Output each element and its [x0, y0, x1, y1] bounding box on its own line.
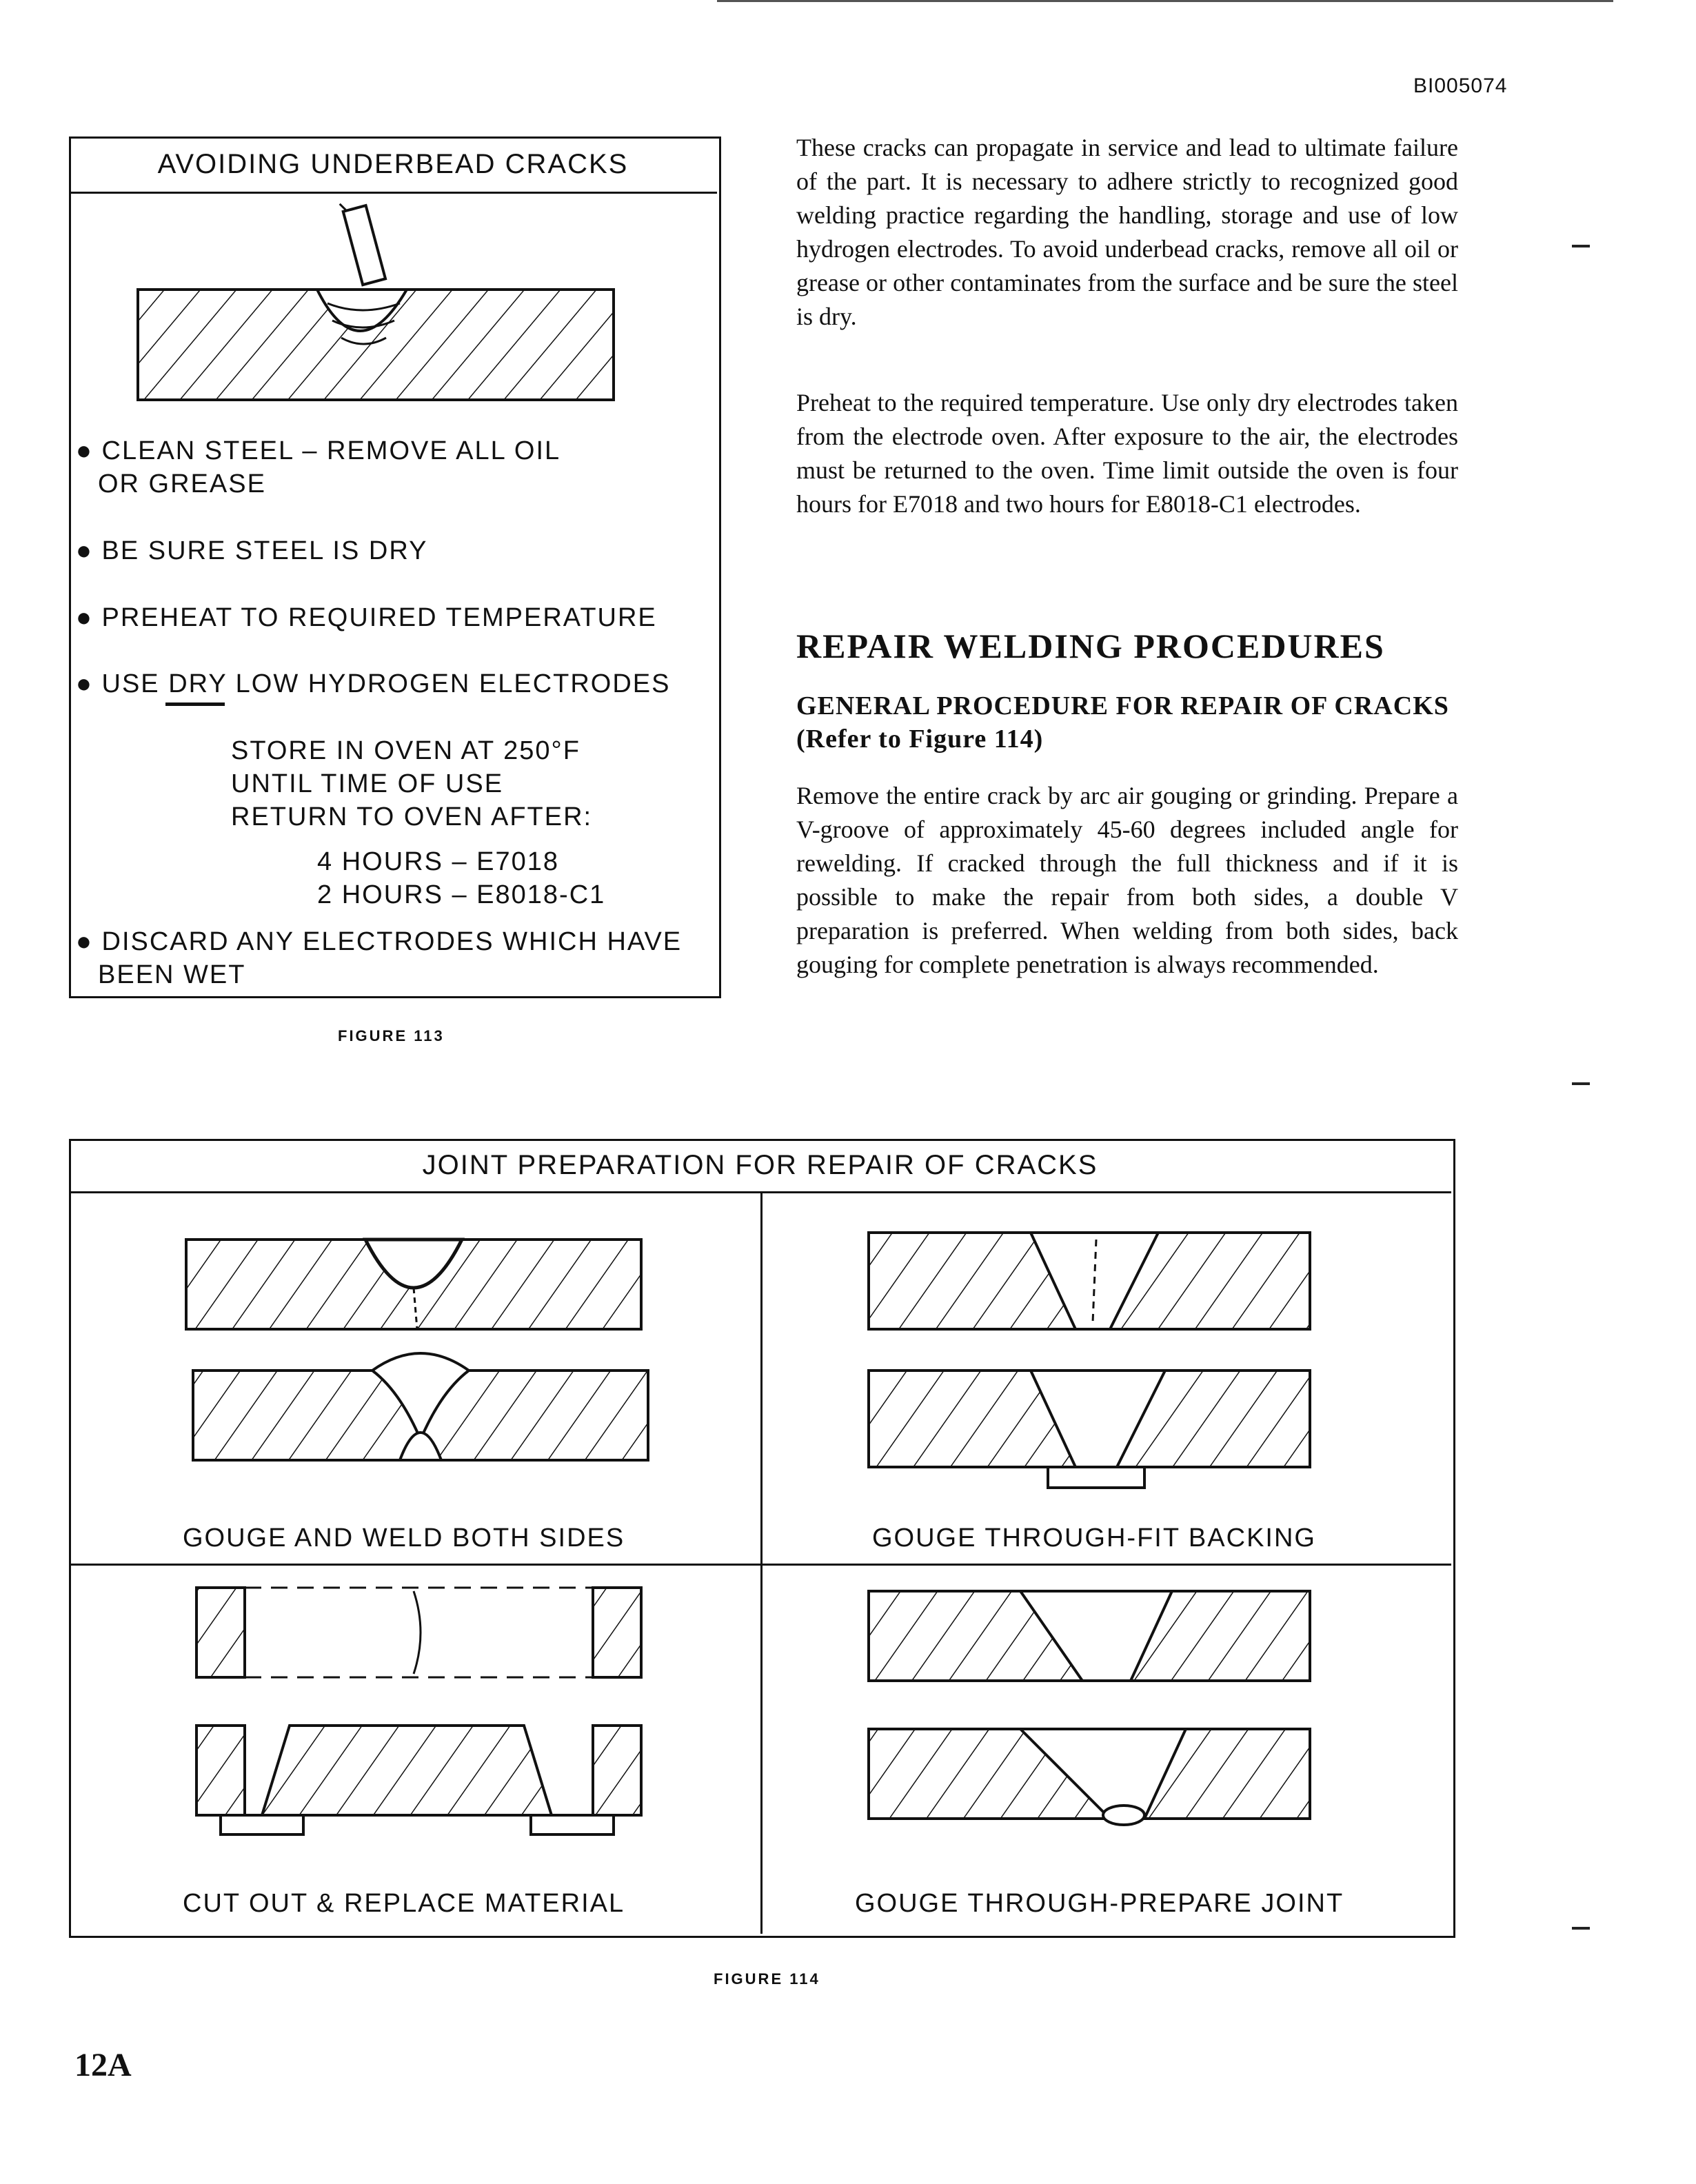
- caption-gouge-weld-both-sides: GOUGE AND WELD BOTH SIDES: [183, 1524, 625, 1553]
- dry-underline: [165, 702, 225, 706]
- caption-gouge-fit-backing: GOUGE THROUGH-FIT BACKING: [872, 1524, 1316, 1553]
- paragraph-preheat: Preheat to the required temperature. Use only dry electrodes taken from the electrode oven. After exposure to the air, the electrodes must be returned to the oven. Time limit outside the oven is four hours for E7018 and two hours for E8018-C1 electrodes.: [796, 389, 1458, 518]
- top-rule: [717, 0, 1613, 2]
- bullet-preheat: ● PREHEAT TO REQUIRED TEMPERATURE: [76, 603, 657, 632]
- bullet-clean-steel: ● CLEAN STEEL – REMOVE ALL OIL: [76, 436, 561, 465]
- figure-114-caption: FIGURE 114: [714, 1970, 820, 1988]
- margin-mark: [1572, 1082, 1590, 1085]
- store-line-1: STORE IN OVEN AT 250°F: [231, 736, 581, 765]
- bullet-discard-cont: BEEN WET: [98, 960, 246, 989]
- bullet-discard: ● DISCARD ANY ELECTRODES WHICH HAVE: [76, 927, 683, 956]
- store-line-3: RETURN TO OVEN AFTER:: [231, 802, 593, 831]
- document-id: BI005074: [1413, 74, 1508, 97]
- figure-114-title: JOINT PREPARATION FOR REPAIR OF CRACKS: [69, 1139, 1451, 1193]
- store-line-2: UNTIL TIME OF USE: [231, 769, 504, 798]
- joint-preparation-diagrams: [69, 1191, 1451, 1934]
- paragraph-underbead: These cracks can propagate in service and lead to ultimate failure of the part. It is necessary to adhere strictly to recognized good welding practice regarding the handling, storage and use of low hydrogen electrodes. To avoid underbead cracks, remove all oil or grease or other contaminates from the surface and be sure the steel is dry.: [796, 134, 1458, 330]
- bullet-dry-steel: ● BE SURE STEEL IS DRY: [76, 536, 428, 565]
- caption-cut-replace-material: CUT OUT & REPLACE MATERIAL: [183, 1889, 625, 1918]
- figure-113-title: AVOIDING UNDERBEAD CRACKS: [69, 136, 717, 194]
- bullet-dry-electrodes: ● USE DRY LOW HYDROGEN ELECTRODES: [76, 669, 671, 698]
- section-subheading: GENERAL PROCEDURE FOR REPAIR OF CRACKS (Refer to Figure 114): [796, 691, 1449, 754]
- margin-mark: [1572, 245, 1590, 247]
- caption-gouge-prepare-joint: GOUGE THROUGH-PREPARE JOINT: [855, 1889, 1344, 1918]
- gouge-prepare-joint-diagram: [869, 1591, 1310, 1825]
- page-number: 12A: [74, 2047, 132, 2083]
- margin-mark: [1572, 1927, 1590, 1930]
- hours-line-2: 2 HOURS – E8018-C1: [317, 880, 606, 909]
- figure-113-caption: FIGURE 113: [338, 1027, 445, 1044]
- gouge-fit-backing-diagram: [869, 1233, 1310, 1488]
- underbead-weld-illustration: [131, 200, 627, 421]
- paragraph-repair: Remove the entire crack by arc air gouging or grinding. Prepare a V-groove of approximately 45-60 degrees included angle for rewelding. If cracked through the full thickness and if it is possible to make the repair from both sides, a double V preparation is preferred. When welding from both sides, back gouging for complete penetration is always recommended.: [796, 782, 1458, 978]
- bullet-clean-steel-cont: OR GREASE: [98, 469, 266, 498]
- gouge-weld-both-sides-diagram: [186, 1240, 648, 1460]
- section-heading: REPAIR WELDING PROCEDURES: [796, 627, 1385, 665]
- cut-replace-material-diagram: [196, 1588, 641, 1834]
- hours-line-1: 4 HOURS – E7018: [317, 847, 560, 876]
